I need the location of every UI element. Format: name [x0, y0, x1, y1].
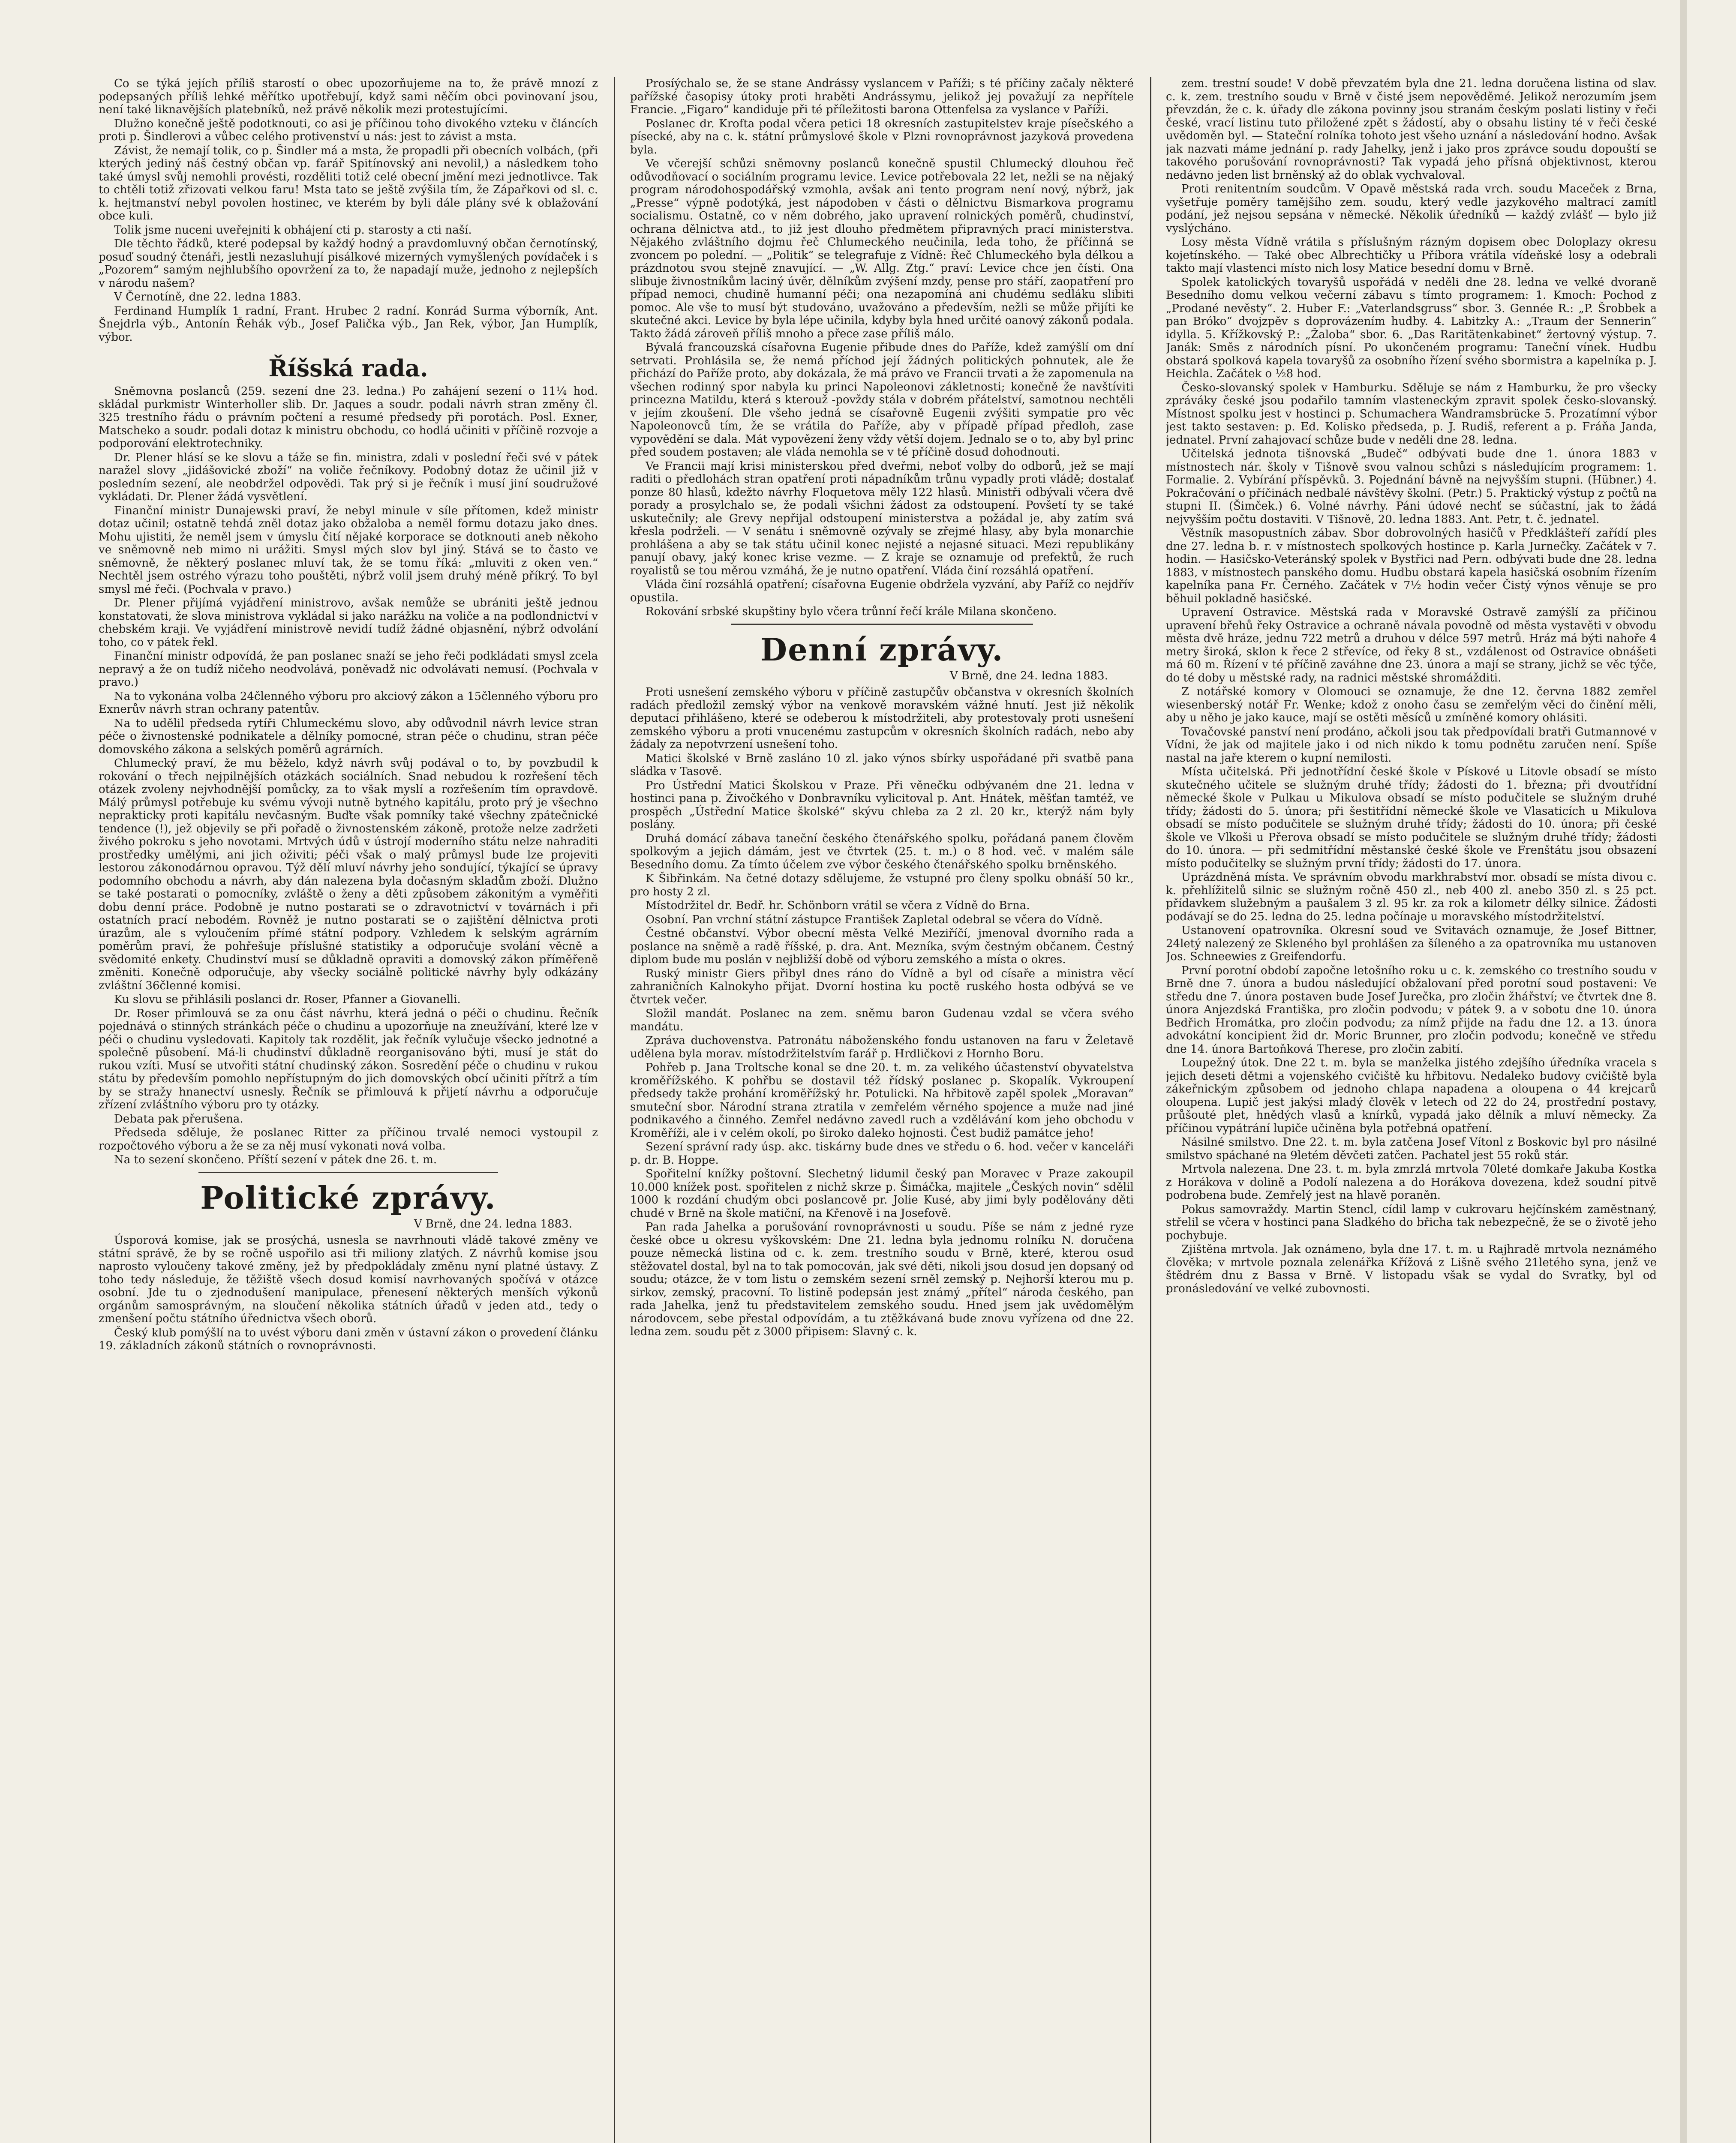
- paragraph: K Šibřinkám. Na četné dotazy sdělujeme, že vstupné pro členy spolku obnáší 50 kr., pro hosty 2 zl.: [630, 872, 1134, 898]
- paragraph: Z notářské komory v Olomouci se oznamuje, že dne 12. června 1882 zemřel wiesenberský notář Fr. Wenke; kdož z onoho času se zemřelým věci do činění měli, aby u něho je jako kauce, mají se ostěti měsíců u zmíněné komory ohlásiti.: [1166, 685, 1657, 724]
- paragraph: Tovačovské panství není prodáno, ačkoli jsou tak předpovídali bratři Gutmannové v Vídni, že jak od majitele jako i od nich nikdo k tomu podnětu zaručen není. Spíše nastal na jaře kterem o kupní nemilosti.: [1166, 725, 1657, 765]
- paragraph: Čestné občanství. Výbor obecní města Velké Meziříčí, jmenoval dvorního rada a poslance na sněmě a radě říšské, p. dra. Ant. Mezníka, svým čestným občanem. Čestný diplom bude mu poslán v nejbližší době od výboru zemského a místa o okres.: [630, 927, 1134, 966]
- paragraph: Proti usnešení zemského výboru v příčině zastupčův občanstva v okresních školních radách předložil zemský výbor na venkově moravském vážné hnutí. Jest již několik deputací přihlášeno, které se odeberou k místodržiteli, aby protestovaly proti usnešení zemského výboru a proti vnucenému zastupcům v okresních školních radách, nebo aby žádaly za nepotvrzení usnešení toho.: [630, 686, 1134, 751]
- paragraph: Úsporová komise, jak se prosýchá, usnesla se navrhnouti vládě takové změny ve státní správě, že by se ročně uspořilo asi tři miliony zlatých. Z návrhů komise jsou naprosto vyloučeny takové změny, jež by předpokládaly změnu nyní platné ústavy. Z toho tedy následuje, že těžiště všech dosud komisí navrhovaných spočívá v otázce osobní. Jde tu o zjednodušení manipulace, přenesení některých menších výkonů orgánům samosprávným, na sloučení několika státních úřadů v jeden atd., tedy o zmenšení počtu státního úřednictva všech oborů.: [99, 1234, 598, 1325]
- paragraph: Rokování srbské skupštiny bylo včera trůnní řečí krále Milana skončeno.: [646, 605, 1057, 618]
- paragraph: Závist, že nemají tolik, co p. Šindler má a msta, že propadli při obecních volbách, (při kterých jediný náš čestný občan vp. farář Spitínovský ani nevolil,) a následkem toho také úmysl svůj nemohli provésti, rozděliti totiž celé obecní jmění mezi jednotlivce. Tak to chtěli totiž zřizovati velkou faru! Msta tato se ještě zvýšila tím, že Zápařkovi od sl. c. k. hejtmanství nebyl povolen hostinec, ve kterém by byli dále plány své k oblažování obce kuli.: [99, 144, 598, 222]
- paragraph: Předseda sděluje, že poslanec Ritter za příčinou trvalé nemoci vystoupil z rozpočtového výboru a že se za něj musí vykonati nová volba.: [99, 1126, 598, 1153]
- paragraph: Ve Francii mají krisi ministerskou před dveřmi, neboť volby do odborů, jež se mají raditi o předlohách stran opatření proti nápadníkům trůnu vypadly proti vládě; dostalať ponze 80 hlasů, kdežto návrhy Floquetova měly 122 hlasů. Ministři odbývali včera dvě porady a prosylchalo se, že podali všichni žádost za odstoupení. Povšetí ty se také uskutečnily; ale Grevy nepřijal odstoupení ministerstva a požádal je, aby zatím svá křesla podrželi. — V senátu i sněmovně ozývaly se zřejmé hlasy, aby byla monarchie prohlášena a aby se tak státu učinil konec nejisté a nejasné situaci. Mezi republikány panují obavy, jaký konec krise vezme. — Z kraje se oznamuje od prefektů, že ruch royalistů se tou měrou vzmáhá, že je nutno opatření. Vláda činí rozsáhlá opatření.: [630, 459, 1134, 577]
- paragraph: Ku slovu se přihlásili poslanci dr. Roser, Pfanner a Giovanelli.: [114, 993, 461, 1006]
- paragraph: Spořitelní knížky poštovní. Slechetný lidumil český pan Moravec v Praze zakoupil 10.000 knížek post. spořitelen z nichž skrze p. Šimáčka, majitele „Českých novin“ sdělil 1000 k rozdání chudým obci poslancově pr. Jolie Kusé, aby jimi byly podělovány děti chudé v Brně na škole matiční, na Křenově i na Josefově.: [630, 1168, 1134, 1220]
- paragraph: Finanční ministr Dunajewski praví, že nebyl minule v síle přítomen, kdež ministr dotaz učinil; ostatně tehdá zněl dotaz jako obžaloba a neměl formu dotazu jako dnes. Mohu ujistiti, že neměl jsem v úmyslu čití nějaké korporace se dotknouti aneb někoho ve sněmovně neb mimo ni urážiti. Smysl mých slov byl jiný. Stává se to často ve sněmovně, že některý poslanec mluví tak, že se tomu říká: „mluviti z oken ven.“ Nechtěl jsem ostrého výrazu toho pouštěti, nýbrž volil jsem druhý méně příkrý. To byl smysl mé řeči. (Pochvala v pravo.): [99, 504, 598, 596]
- section-heading-denni-zpravy: Denní zprávy.: [760, 631, 1004, 668]
- section-heading-risska-rada: Říšská rada.: [268, 354, 428, 382]
- paragraph: Ruský ministr Giers přibyl dnes ráno do Vídně a byl od císaře a ministra věcí zahraničních Kalnokyho přijat. Dvorní hostina ku poctě ruského hosta odbývá se ve čtvrtek večer.: [630, 967, 1134, 1006]
- paragraph: První porotní období započne letošního roku u c. k. zemského co trestního soudu v Brně dne 7. února a budou následující obžalovaní před porotní soud postaveni: Ve středu dne 7. února postaven bude Josef Jurečka, pro zločin žhářství; ve čtvrtek dne 8. února Anjezdská Františka, pro zločin podvodu; v pátek 9. a v sobotu dne 10. února Bedřich Hromátka, pro zločin podvodu; za nímž přijde na řadu dne 12. a 13. února advokátní koncipient žid dr. Moric Brunner, pro zločin podvodu; konečně ve středu dne 14. února Bartoňková Therese, pro zločin zabití.: [1166, 964, 1657, 1056]
- paragraph: Na to sezení skončeno. Příští sezení v pátek dne 26. t. m.: [114, 1153, 437, 1166]
- column-3: [1166, 77, 1657, 2143]
- dateline: V Brně, dne 24. ledna 1883.: [414, 1217, 572, 1231]
- column-2: [630, 77, 1134, 2143]
- paragraph: Dlužno konečně ještě podotknouti, co asi je příčinou toho divokého vzteku v článcích proti p. Šindlerovi a vůbec celého protivenství u nás: jest to závist a msta.: [99, 117, 598, 143]
- signatories: Ferdinand Humplík 1 radní, Frant. Hrubec 2 radní. Konrád Surma výborník, Ant. Šnejdrla výb., Antonín Řehák výb., Josef Palička výb., Jan Rek, výbor, Jan Humplík, výbor.: [99, 304, 598, 344]
- paragraph: Pokus samovraždy. Martin Stencl, cídil lamp v cukrovaru hejčínském zaměstnaný, střelil se včera v hostinci pana Sladkého do břicha tak nebezpečně, že se o životě jeho pochybuje.: [1166, 1203, 1657, 1242]
- paragraph: Pan rada Jahelka a porušování rovnoprávnosti u soudu. Píše se nám z jedné ryze české obce u okresu vyškovském: Dne 21. ledna byla jednomu rolníku N. doručena pouze německá listina od c. k. zem. trestního soudu v Brně, které, kterou osud stěžovatel dostal, byl na to tak pomocován, jak své děti, nikoli jsou dosud jen dopsaný od soudu; otázce, že v tom listu o zemském sezení srněl zemský p. Nejhorší kterou mu p. sirkov, zemský, pracovní. To listině podepsán jest známý „přítel“ národa českého, pan rada Jahelka, jenž tu představitelem zemského soudu. Hned jsem jak uvědomělým národovcem, sebe přestal odpovídám, a tu ztěžkávaná bude znovu vyřízena od dne 22. ledna zem. soudu pět z 3000 připisem: Slavný c. k.: [630, 1221, 1134, 1338]
- paragraph: Druhá domácí zábava taneční českého čtenářského spolku, pořádaná panem člověm spolkovým a jejich dámám, jest ve čtvrtek (25. t. m.) o 8 hod. več. v malém sále Besedního domu. Za tímto účelem zve výbor českého čtenářského spolku brněnského.: [630, 832, 1134, 871]
- paragraph: Uprázdněná místa. Ve správním obvodu markhrabství mor. obsadí se místa divou c. k. přehlížitelů silnic se služným ročně 450 zl., neb 400 zl. anebo 350 zl. s 25 pct. přídavkem služebným a paušalem 3 zl. 95 kr. za rok a kilometr délky silnice. Žádosti podávají se do 25. ledna do 25. ledna počínaje u moravského místodržitelství.: [1166, 871, 1657, 923]
- paragraph: Zjištěna mrtvola. Jak oznámeno, byla dne 17. t. m. u Rajhradě mrtvola neznámého člověka; v mrtvole poznala zelenářka Křížová z Lišně svého 21letého syna, jenž ve štědrém dnu z Bassa v Brně. V listopadu však se vydal do Svratky, byl od pronásledování ve velké zubovnosti.: [1166, 1243, 1657, 1295]
- paragraph: Upravení Ostravice. Městská rada v Moravské Ostravě zamýšlí za příčinou upravení břehů řeky Ostravice a ochraně návala povodně od města vystavěti v obvodu města dvě hráze, jednu 722 metrů a druhou v délce 597 metrů. Hráz má býti nahoře 4 metry široká, sklon k řece 2 střevíce, od řeky 8 st., vzdálenost od Ostravice obnášeti má 60 m. Řízení v té příčině zaváhne dne 23. února a mají se strany, jichž se věc týče, do té doby u městské rady, na radnici městské shromážditi.: [1166, 606, 1657, 684]
- paragraph: Česko-slovanský spolek v Hamburku. Sděluje se nám z Hamburku, že pro všecky zpráváky české jsou podařilo tamním vlasteneckým zpravit spolek česko-slovanský. Místnost spolku jest v hostinci p. Schumachera Wandramsbrücke 5. Prozatímní výbor jest takto sestaven: p. Ed. Kolisko předseda, p. J. Rudiš, referent a p. Fráňa Janda, jednatel. První zahajovací schůze bude v neděli dne 28. ledna.: [1166, 381, 1657, 447]
- section-heading-politicke-zpravy: Politické zprávy.: [200, 1179, 496, 1216]
- paragraph: Na to udělil předseda rytíři Chlumeckému slovo, aby odůvodnil návrh levice stran péče o živnostenské podnikatele a dělníky pomocné, stran péče o chudinu, stran péče domovského zákona a selských poměrů agrárních.: [99, 717, 598, 756]
- paragraph: Prosíýchalo se, že se stane Andrássy vyslancem v Paříži; s té příčiny začaly některé pařížské časopisy útoky proti hraběti Andrássymu, jelikož jej považují za nepřítele Francie. „Figaro“ kandiduje při té příležitosti barona Ottenfelsa za vyslance v Paříži.: [630, 77, 1134, 116]
- paragraph: Dr. Plener přijímá vyjádření ministrovo, avšak nemůže se ubrániti ještě jednou konstatovati, že slova ministrova vykládal si jako narážku na voliče a na podlondnictví v chebském kraji. Ve vyjádření ministrově nevidí tudíž žádné objasnění, nýbrž odvolání toho, co v pátek řekl.: [99, 597, 598, 649]
- paragraph: Proti renitentním soudcům. V Opavě městská rada vrch. soudu Maceček z Brna, vyšetřuje poměry tamějšího zem. soudu, který vedle jazykového maltrací zamítl podání, jež nejsou sepsána v německé. Několik úředníků — každý zvlášť — bylo již vyslýcháno.: [1166, 183, 1657, 235]
- paragraph: Matici školské v Brně zasláno 10 zl. jako výnos sbírky uspořádané při svatbě pana sládka v Tasově.: [630, 752, 1134, 778]
- column-1: [99, 77, 598, 2143]
- paragraph: Finanční ministr odpovídá, že pan poslanec snaží se jeho řeči podkládati smysl zcela nepravý a že on tudíž ničeho neodvolává, poněvadž nic odvolávati nemusí. (Pochvala v pravo.): [99, 650, 598, 689]
- paragraph: Sněmovna poslanců (259. sezení dne 23. ledna.) Po zahájení sezení o 11¼ hod. skládal purkmistr Winterholler slib. Dr. Jaques a soudr. podali návrh stran změny čl. 325 trestního řádu o právním počtení a resumé předsedy při porotách. Posl. Exner, Matscheko a soudr. podali dotaz k ministru obchodu, co hodlá učiniti v příčině rozvoje a podporování elektrotechniky.: [99, 385, 598, 450]
- paragraph: Dle těchto řádků, které podepsal by každý hodný a pravdomluvný občan černotínský, posuď soudný čtenáři, jestli nezasluhují pisálkové mizerných vymyšlených povídaček i s „Pozorem“ samým nejhlubšího opovržení za to, že napadají muže, jednoho z nejlepších v národu našem?: [99, 237, 598, 290]
- section-separator: [198, 1172, 498, 1173]
- paragraph: Zpráva duchovenstva. Patronátu náboženského fondu ustanoven na faru v Želetavě udělena byla morav. místodržitelstvím farář p. Hrdličkovi z Hornho Boru.: [630, 1034, 1134, 1060]
- paragraph: Místodržitel dr. Bedř. hr. Schönborn vrátil se včera z Vídně do Brna.: [646, 899, 1030, 912]
- paragraph: Sezení správní rady úsp. akc. tiskárny bude dnes ve středu o 6. hod. večer v kanceláři p. dr. B. Hoppe.: [630, 1141, 1134, 1167]
- paragraph: Pro Ústřední Matici Školskou v Praze. Při věnečku odbývaném dne 21. ledna v hostinci pana p. Živočkého v Donbravníku vylicitoval p. Ant. Hnátek, měšťan tamtéž, ve prospěch „Ústřední Matice školské“ skývu chleba za 2 zl. 20 kr., kterýž nám byly poslány.: [630, 779, 1134, 831]
- paragraph: Ustanovení opatrovníka. Okresní soud ve Svitavách oznamuje, že Josef Bittner, 24letý nalezený ze Skleného byl prohlášen za šíleného a za opatrovníka mu ustanoven Jos. Schneewies z Greifendorfu.: [1166, 924, 1657, 963]
- dateline: V Brně, dne 24. ledna 1883.: [949, 669, 1108, 682]
- paragraph: Poslanec dr. Krofta podal včera petici 18 okresních zastupitelstev kraje písečského a písecké, aby na c. k. státní průmyslové škole v Plzni rovnoprávnost jazyková provedena byla.: [630, 117, 1134, 156]
- column-rule-2: [1150, 77, 1151, 2143]
- paragraph: Bývalá francouzská císařovna Eugenie přibude dnes do Paříže, kdež zamýšlí om dní setrvati. Prohlásila se, že nemá příchod její žádných politických pohnutek, ale že přichází do Paříže proto, aby dokázala, že má právo ve Francii trvati a že zapomenula na všechen rodinný spor nabyla ku princi Napoleonovi zákletnosti; konečně že navštíviti princezna Matildu, která s kterouž -povždy stála v dobrém přátelství, samotnou nechtěli v jejím zkoušení. Dle všeho jedná se císařovně Eugenii zvýšiti sympatie pro věc Napoleonovců tím, že se vrátila do Paříže, aby v případě případ předloh, zase vypovědění se dala. Mát vypovězení ženy vždy větší dojem. Jednalo se o to, aby byl princ před soudem postaven; ale vláda nemohla se v té příčině dosud dohodnouti.: [630, 341, 1134, 459]
- paragraph: Pohřeb p. Jana Troltsche konal se dne 20. t. m. za velikého účastenství obyvatelstva kroměřížského. K pohřbu se dostavil též řídský poslanec p. Skopalík. Vykroupení předsedy takže prohání kroměřížský hr. Potulicki. Na hřbitově zapěl spolek „Moravan“ smuteční sbor. Národní strana ztratila v zemřelém věrného spojence a muže nad jiné podnikavého a činného. Zemřel nedávno zavedl ruch a vzdělávání kom jeho obchodu v Kroměříži, ale i v celém okolí, po široko daleko hojnosti. Čest budiž památce jeho!: [630, 1061, 1134, 1140]
- paragraph: Učitelská jednota tišnovská „Budeč“ odbývati bude dne 1. února 1883 v místnostech nár. školy v Tišnově svou valnou schůzi s následujícím programem: 1. Formalie. 2. Vybírání příspěvků. 3. Pojednání bávně na nejvyšším stupni. (Hübner.) 4. Pokračování o příčinách nedbalé návštěvy školní. (Petr.) 5. Praktický výstup z počtů na stupni II. (Šimček.) 6. Volné návrhy. Páni údové nechť se súčastní, jak to žádá nejvyšším počtu dostaviti. V Tišnově, 20. ledna 1883. Ant. Petr, t. č. jednatel.: [1166, 447, 1657, 526]
- paragraph: Dr. Plener hlásí se ke slovu a táže se fin. ministra, zdali v poslední řeči své v pátek naražel slovy „jidášovické zboží“ na voliče řečníkovy. Podobný dotaz že učinil již v posledním sezení, ale neobdržel odpovědi. Tak prý si je řečník i musí jiní soudružové vykládati. Dr. Plener žádá vysvětlení.: [99, 451, 598, 503]
- section-separator: [731, 624, 1033, 625]
- paragraph: Na to vykonána volba 24členného výboru pro akciový zákon a 15členného výboru pro Exnerův návrh stran ochrany patentův.: [99, 690, 598, 716]
- paragraph: Loupežný útok. Dne 22 t. m. byla se manželka jistého zdejšího úředníka vracela s jejich deseti dětmi a vojenského cvičiště ku hřbitovu. Nedaleko budovy cvičiště byla zákeřnickým způsobem od jednoho chlapa napadena a oloupena o 44 krejcarů oloupena. Lupič jest jakýsi mladý člověk v letech od 22 do 24, prostřední postavy, průšouté plet, hnědých vlasů a knírků, vypadá jako dělník a mluví německy. Za příčinou vypátrání lupiče učiněna byla potřebná opatření.: [1166, 1056, 1657, 1135]
- paragraph: Osobní. Pan vrchní státní zástupce František Zapletal odebral se včera do Vídně.: [646, 913, 1103, 926]
- paragraph: Debata pak přerušena.: [114, 1112, 243, 1126]
- paragraph: Vláda činí rozsáhlá opatření; císařovna Eugenie obdržela vyzvání, aby Paříž co nejdřív opustila.: [630, 578, 1134, 604]
- column-rule-1: [614, 77, 615, 2143]
- paragraph: Složil mandát. Poslanec na zem. sněmu baron Gudenau vzdal se včera svého mandátu.: [630, 1007, 1134, 1033]
- paragraph: Ve včerejší schůzi sněmovny poslanců konečně spustil Chlumecký dlouhou řeč odůvodňovací o sociálním programu levice. Levice potřebovala 22 let, nežli se na nějaký program národohospodářský vzmohla, avšak ani tento program není nový, nýbrž, jak „Presse“ výpně podotýká, jest nápodoben v části o dělnictvu Bismarkova programu socialismu. Ostatně, co v něm dobrého, jako upravení rolnických poměrů, chudinství, ochrana dělnictva atd., to již jest dlouho předmětem připravných prací ministerstva. Nějakého zvláštního dojmu řeč Chlumeckého neučinila, leda toho, že příčinná se zvoncem po polední. — „Politik“ se telegrafuje z Vídně: Řeč Chlumeckého byla délkou a prázdnotou svou stejně znavující. — „W. Allg. Ztg.“ praví: Levice chce jen čísti. Ona slibuje živnostníkům laciný úvěr, dělníkům zvýšení mzdy, pense pro stáří, zaopatření pro případ nemoci, chudině humanní péči; ona nezapomíná ani chudému sedláku slibiti pomoc. Ale vše to musí být studováno, uvažováno a především, nežli se může přijíti ke skutečné akci. Levice by byla lépe učinila, kdyby byla hned určité oanový zákonů podala. Takto žádá zároveň příliš mnoho a přece zase příliš málo.: [630, 157, 1134, 340]
- paragraph: Tolik jsme nuceni uveřejniti k obhájení cti p. starosty a cti naší.: [114, 223, 472, 237]
- paragraph: Násilné smilstvo. Dne 22. t. m. byla zatčena Josef Vítonl z Boskovic byl pro násilné smilstvo spáchané na 9letém děvčeti zatčen. Pachatel jest 55 roků stár.: [1166, 1136, 1657, 1162]
- paragraph: Chlumecký praví, že mu běželo, když návrh svůj podával o to, by povzbudil k rokování o třech nejpilnějších otázkách sociálních. Snad nebudou k rozřešení těch otázek zvoleny nejvhodnější pomůcky, za to však myslí a rozřešením tím opravdově. Málý průmysl potřebuje ku svému vývoji nutně bytného kapitálu, proto prý je všechno neprakticky proti kapitálu nevčasným. Buďte však pomníky také všechny zpátečnické tendence (!), jež objevily se při pořadě o živnostenském zákoně, protože nelze zadržeti živého pokroku s jeho novotami. Mrtvých údů v ústrojí moderního státu nelze nahraditi prostředky umělými, ani jich oživiti; péči však o malý průmysl bude lze projeviti lestorou zákonodárnou opravou. Týž dělí mluví návrhy jeho sondující, týkající se úpravy podomního obchodu a návrh, aby dán nalezena byla dočasným skladům zboží. Dlužno se také postarati o pomocníky, zvláště o ženy a děti způsobem zákonitým a vyměřiti dobu denní práce. Podobně je nutno postarati se o zdravotnictví v továrnách i při ostatních prací nebodém. Rovněž je nutno postarati se o zajištění dělnictva proti úrazům, ale s vyloučením přímé státní podpory. Vzhledem k selským agrárním poměrům praví, že pohřešuje příslušné statistiky a odporučuje svolání věcně a svědomité enkety. Chudinství musí se důkladně opraviti a domovský zákon příměřeně změniti. Konečně odporučuje, aby všecky sociálně politické návrhy byly odkázány zvláštní 36členné komisi.: [99, 757, 598, 992]
- paragraph: Dr. Roser přimlouvá se za onu část návrhu, která jedná o péči o chudinu. Řečník pojednává o stinných stránkách péče o chudinu a upozorňuje na zneužívání, které lze v péči o chudinu vysledovati. Kapitoly tak rozdělit, jak řečník vylučuje všecko jednotné a společně působení. Má-li chudinství důkladně reorganisováno býti, musí je stát do rukou vzíti. Musí se utvořiti státní chudinský zákon. Sosredění péče o chudinu v rukou státu by především pomohlo nepřístupným do jich domovských obcí učiniti přítrž a tím by se stražy hnanectví usnesly. Řečník se přimlouvá k přijetí návrhu a odporučuje zřízení zvláštního výboru pro ty otázky.: [99, 1007, 598, 1111]
- paragraph: Věstník masopustních zábav. Sbor dobrovolných hasičů v Předklášteří zařídí ples dne 27. ledna b. r. v místnostech spolkových hostince p. Karla Jurnečky. Začátek v 7. hodin. — Hasičsko-Veteránský spolek v Bystřici nad Pern. odbývati bude dne 28. ledna 1883, v místnostech panského domu. Hudbu obstará kapela hasičská osobním řízením kapelníka pana Fr. Černého. Začátek v 7½ hodin večer Čistý výnos věnuje se pro běhuil pokladně hasičské.: [1166, 527, 1657, 605]
- paragraph: Co se týká jejích příliš starostí o obec upozorňujeme na to, že právě mnozí z podepsaných příliš lehké měřítko upotřebují, když sami něčím obci povinovaní jsou, není také liknavějších platebníků, než právě několik mezi protestujícími.: [99, 77, 598, 116]
- page-edge-right: [1680, 0, 1687, 2143]
- paragraph: Český klub pomýšlí na to uvést výboru dani změn v ústavní zákon o provedení článku 19. základních zákonů státních o rovnoprávnosti.: [99, 1326, 598, 1352]
- paragraph: Místa učitelská. Při jednotřídní české škole v Pískové u Litovle obsadí se místo skutečného učitele se služným druhé třídy; žádosti do 1. března; při dvoutřídní německé škole v Pulkau u Mikulova obsadí se místo podučitele se služným druhé třídy; žádosti do 5. února; při šestitřídní německé škole ve Vlasaticích u Mikulova obsadí se místo podučitele se služným druhé třídy; žádosti do 10. února; při české škole ve Vlkoši u Přerova obsadí se místo podučitele se služným druhé třídy; žádosti do 10. února. — při sedmitřídní městanské české škole ve Frenštátu jsou obsazení místo podučitelky se služným první třídy; žádosti do 17. února.: [1166, 765, 1657, 870]
- paragraph: Mrtvola nalezena. Dne 23. t. m. byla zmrzlá mrtvola 70leté domkaře Jakuba Kostka z Horákova v dolině a Podolí nalezena a do Horákova dovezena, kdež soudní pitvě podrobena bude. Zemřelý jest na hlavě poraněn.: [1166, 1163, 1657, 1202]
- dateline-cernotin: V Černotíně, dne 22. ledna 1883.: [114, 291, 301, 303]
- paragraph: Spolek katolických tovaryšů uspořádá v neděli dne 28. ledna ve velké dvoraně Besedního domu velkou večerní zábavu s tímto programem: 1. Kmoch: Pochod z „Prodané nevěsty“. 2. Huber F.: „Vaterlandsgruss“ sbor. 3. Gennée R.: „P. Šrobbek a pan Bróko“ dvojzpěv s doprovázením hudby. 4. Labitzky A.: „Traum der Sennerin“ idylla. 5. Křížkovský P.: „Žaloba“ sbor. 6. „Das Raritätenkabinet“ žertovný výstup. 7. Janák: Směs z národních písní. Po ukončeném programu: Taneční vínek. Hudbu obstará spolková kapela tovaryšů za osobního řízení svého sbormistra a kapelníka p. J. Heichla. Začátek o ½8 hod.: [1166, 276, 1657, 380]
- paragraph: Losy města Vídně vrátila s příslušným rázným dopisem obec Doloplazy okresu kojetínského. — Také obec Albrechtičky u Příbora vrátila vídeňské losy a odebrali takto mají vlastenci místo nich losy Matice besední domu v Brně.: [1166, 236, 1657, 275]
- paragraph: zem. trestní soude! V době převzatém byla dne 21. ledna doručena listina od slav. c. k. zem. trestního soudu v Brně v čisté jsem nepověděmé. Jelikož nerozumím jsem převzdán, že c. k. úřady dle zákona povinny jsou stranám českým poslati listiny v řeči české, vrací listinu tuto přiložené zpět s žádostí, aby o obsahu listiny té v řeči české uvědoměn byl. — Stateční rolníka tohoto jest všeho uznání a následování hodno. Avšak jak nazvati máme jednání p. rady Jahelky, jenž i jako pros zprávce soudu dopouští se takového porušování rovnoprávnosti? Tak vypadá jeho přísná objektivnost, kterou nedávno jeden list brněnský až do oblak vychvaloval.: [1166, 77, 1657, 182]
